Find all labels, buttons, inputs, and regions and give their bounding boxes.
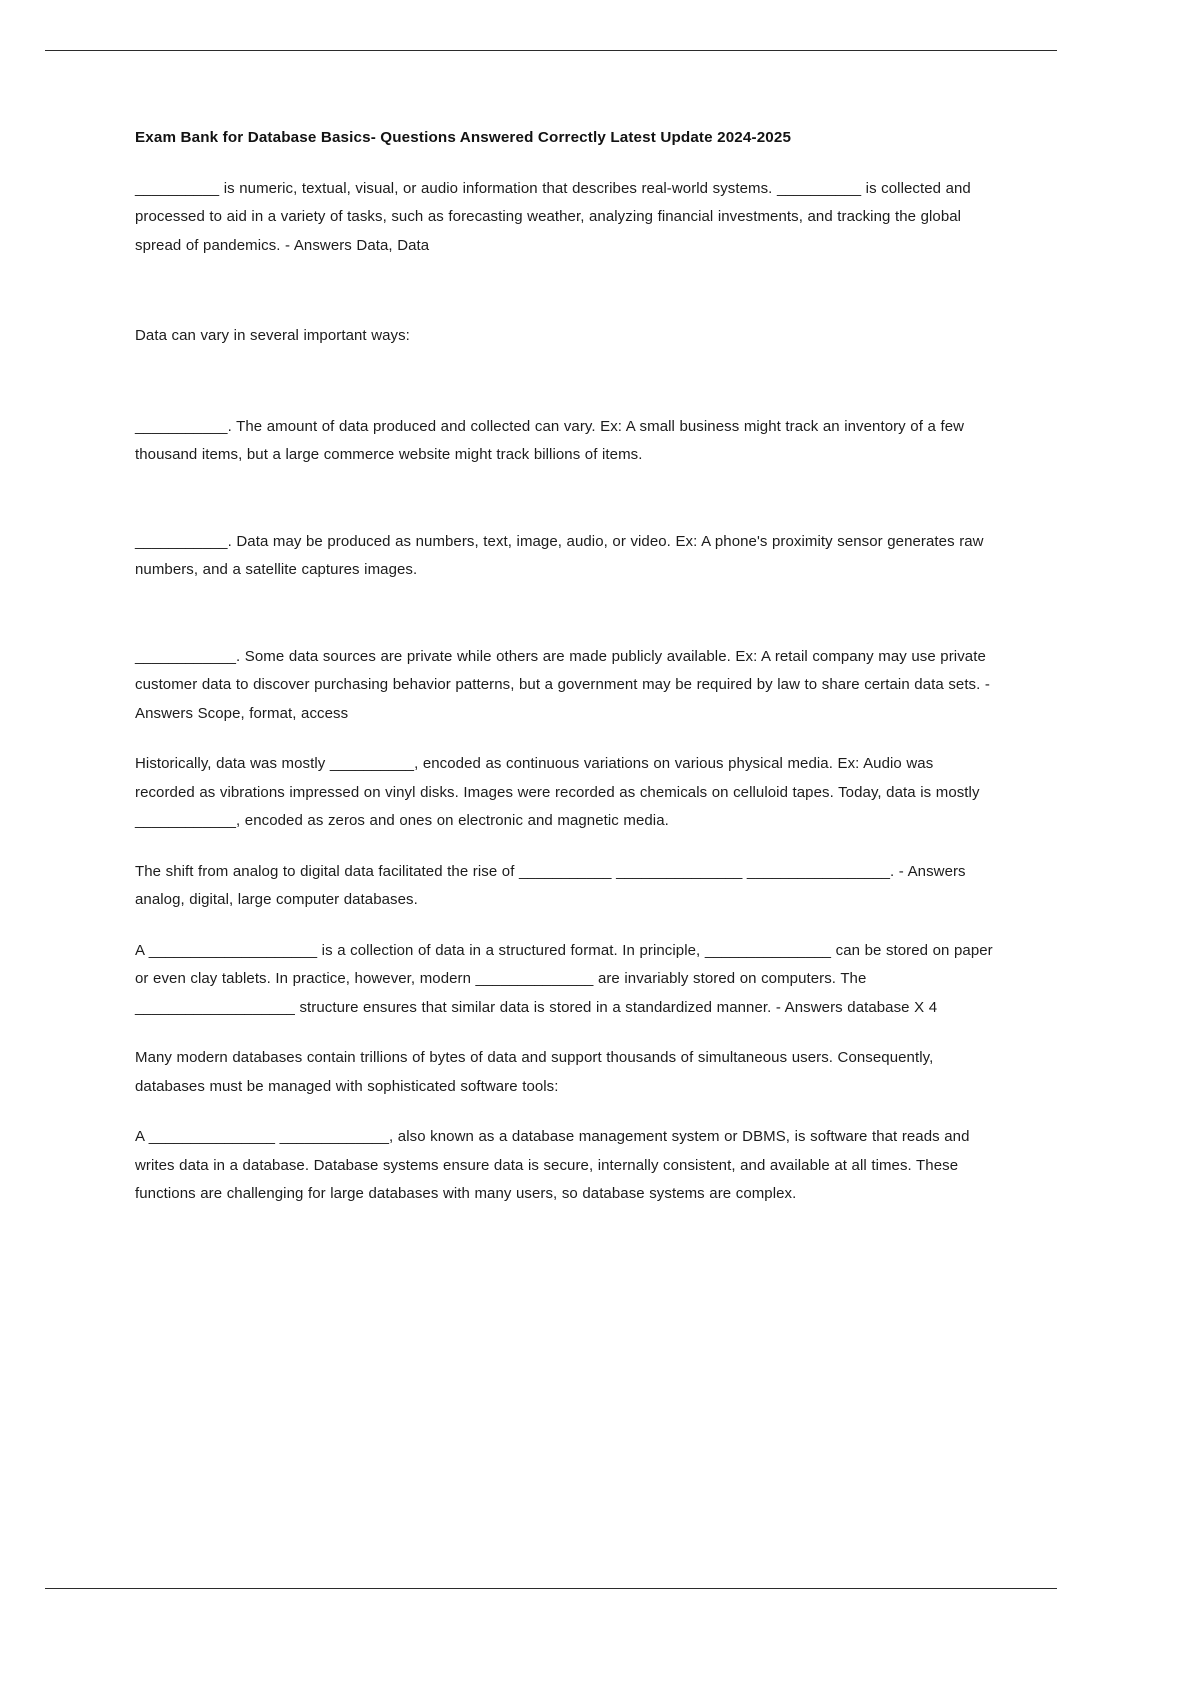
paragraph-data-can-vary: Data can vary in several important ways: [135, 327, 410, 345]
page-title: Exam Bank for Database Basics- Questions Answered Correctly Latest Update 2024-2025 [135, 129, 792, 146]
document-body [135, 128, 997, 1229]
paragraph-database-system-dbms: A _______________ _____________, also known as a database management system or DBMS, is software that reads and writes data in a database. Database systems ensure data is secure, internally consistent, and available at all times. These functions are challenging for large databases with many users, so database systems are complex. [135, 1128, 970, 1203]
paragraph-analog-digital: Historically, data was mostly __________, encoded as continuous variations on various physical media. Ex: Audio was recorded as vibrations impressed on vinyl disks. Images were recorded as chemicals on celluloid tapes. Today, data is mostly ____________, encoded as zeros and ones on electronic and magnetic media. [135, 755, 980, 830]
paragraph-modern-databases: Many modern databases contain trillions of bytes of data and support thousands of simultaneous users. Consequently, databases must be managed with sophisticated software tools: [135, 1049, 934, 1095]
header-rule [45, 50, 1057, 51]
paragraph-blank-scope: ___________. The amount of data produced and collected can vary. Ex: A small business might track an inventory of a few thousand items, but a large commerce website might track billions of items. [135, 417, 965, 464]
paragraph-database-definition: A ____________________ is a collection of data in a structured format. In principle, _______________ can be stored on paper or even clay tablets. In practice, however, modern ______________ are invariably stored on computers. The ___________________ structure ensures that similar data is stored in a standardized manner. - Answers database X 4 [135, 941, 993, 1016]
paragraph-intro-data-definition: __________ is numeric, textual, visual, or audio information that describes real-world systems. __________ is collected and processed to aid in a variety of tasks, such as forecasting weather, analyzing financial investments, and tracking the global spread of pandemics. - Answers Data, Data [135, 179, 971, 254]
paragraph-blank-access: ____________. Some data sources are private while others are made publicly available. Ex: A retail company may use private customer data to discover purchasing behavior patterns, but a government may be required by law to share certain data sets. - Answers Scope, format, access [135, 647, 990, 722]
footer-rule [45, 1588, 1057, 1589]
paragraph-blank-format: ___________. Data may be produced as numbers, text, image, audio, or video. Ex: A phone's proximity sensor generates raw numbers, and a satellite captures images. [135, 532, 984, 579]
paragraph-shift-analog-to-digital: The shift from analog to digital data facilitated the rise of ___________ _______________ _________________. - Answers analog, digital, large computer databases. [135, 862, 966, 909]
